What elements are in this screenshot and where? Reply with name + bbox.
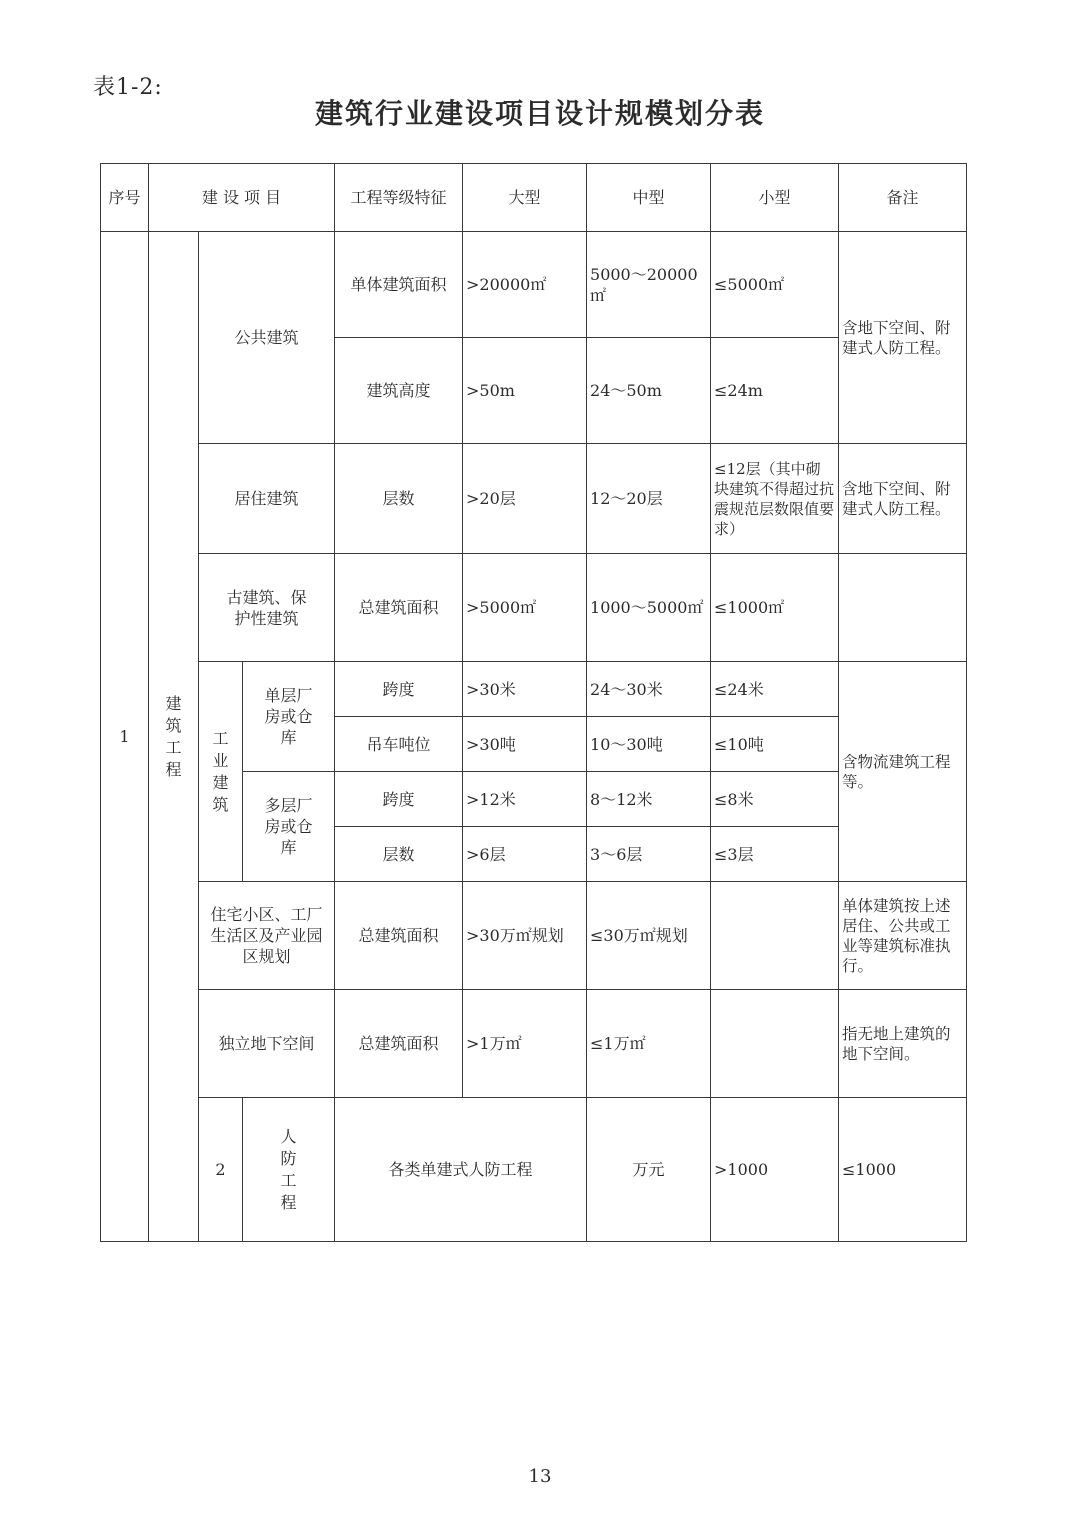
table-number-label: 表1-2: — [93, 75, 163, 100]
table-row — [101, 662, 967, 717]
subproject-single-storey: 单层厂房或仓库 — [243, 662, 335, 772]
note-cell: 含地下空间、附建式人防工程。 — [839, 444, 967, 554]
table-row — [101, 882, 967, 990]
seq-cell-2: 2 — [199, 1098, 243, 1242]
large-cell: >6层 — [463, 827, 587, 882]
project-industrial-building — [199, 662, 243, 882]
large-cell: >1万㎡ — [463, 990, 587, 1098]
large-cell: >1000 — [711, 1098, 839, 1242]
medium-cell: 5000～20000㎡ — [587, 232, 711, 338]
project-residential: 居住建筑 — [199, 444, 335, 554]
note-cell: 单体建筑按上述居住、公共或工业等建筑标准执行。 — [839, 882, 967, 990]
table-row — [101, 232, 967, 338]
medium-cell: ≤1万㎡ — [587, 990, 711, 1098]
large-cell: >30万㎡规划 — [463, 882, 587, 990]
small-cell: ≤12层（其中砌块建筑不得超过抗震规范层数限值要求） — [711, 444, 839, 554]
project-underground-space: 独立地下空间 — [199, 990, 335, 1098]
note-cell: 含地下空间、附建式人防工程。 — [839, 232, 967, 444]
table-row — [101, 1098, 967, 1242]
feature-cell: 吊车吨位 — [335, 717, 463, 772]
header-small: 小型 — [711, 164, 839, 232]
small-cell: ≤5000㎡ — [711, 232, 839, 338]
feature-cell: 总建筑面积 — [335, 990, 463, 1098]
note-cell — [839, 554, 967, 662]
feature-cell: 建筑高度 — [335, 338, 463, 444]
industrial-label: 工业建筑 — [212, 728, 229, 814]
large-cell: >5000㎡ — [463, 554, 587, 662]
medium-cell: ≤1000 — [839, 1098, 967, 1242]
feature-cell: 跨度 — [335, 772, 463, 827]
large-cell: >12米 — [463, 772, 587, 827]
small-cell — [711, 882, 839, 990]
project-civil-defense: 各类单建式人防工程 — [335, 1098, 587, 1242]
large-cell: >30米 — [463, 662, 587, 717]
project-public-building: 公共建筑 — [199, 232, 335, 444]
category-civil-defense — [243, 1098, 335, 1242]
small-cell: ≤24米 — [711, 662, 839, 717]
header-note: 备注 — [839, 164, 967, 232]
medium-cell: 10～30吨 — [587, 717, 711, 772]
page-number: 13 — [528, 1466, 552, 1487]
medium-cell: 12～20层 — [587, 444, 711, 554]
table-row — [101, 990, 967, 1098]
table-row — [101, 444, 967, 554]
feature-cell: 单体建筑面积 — [335, 232, 463, 338]
large-cell: >50m — [463, 338, 587, 444]
project-planning: 住宅小区、工厂生活区及产业园区规划 — [199, 882, 335, 990]
note-cell: 含物流建筑工程等。 — [839, 662, 967, 882]
feature-cell: 层数 — [335, 444, 463, 554]
feature-cell: 层数 — [335, 827, 463, 882]
medium-cell: 1000～5000㎡ — [587, 554, 711, 662]
category-building-engineering — [149, 232, 199, 1242]
feature-cell: 万元 — [587, 1098, 711, 1242]
feature-cell: 跨度 — [335, 662, 463, 717]
category-label: 建筑工程 — [165, 693, 182, 779]
header-project: 建 设 项 目 — [149, 164, 335, 232]
header-medium: 中型 — [587, 164, 711, 232]
category-label: 人防工程 — [280, 1126, 297, 1212]
medium-cell: 8～12米 — [587, 772, 711, 827]
header-seq: 序号 — [101, 164, 149, 232]
note-cell: 指无地上建筑的地下空间。 — [839, 990, 967, 1098]
medium-cell: ≤30万㎡规划 — [587, 882, 711, 990]
subproject-multi-storey: 多层厂房或仓库 — [243, 772, 335, 882]
feature-cell: 总建筑面积 — [335, 882, 463, 990]
medium-cell: 24～30米 — [587, 662, 711, 717]
large-cell: >30吨 — [463, 717, 587, 772]
large-cell: >20000㎡ — [463, 232, 587, 338]
project-ancient-building: 古建筑、保护性建筑 — [199, 554, 335, 662]
small-cell: ≤10吨 — [711, 717, 839, 772]
large-cell: >20层 — [463, 444, 587, 554]
header-feature: 工程等级特征 — [335, 164, 463, 232]
small-cell — [711, 990, 839, 1098]
document-title: 建筑行业建设项目设计规模划分表 — [314, 97, 765, 130]
header-large: 大型 — [463, 164, 587, 232]
table-header-row — [101, 164, 967, 232]
medium-cell: 24～50m — [587, 338, 711, 444]
feature-cell: 总建筑面积 — [335, 554, 463, 662]
small-cell: ≤24m — [711, 338, 839, 444]
table-row — [101, 554, 967, 662]
medium-cell: 3～6层 — [587, 827, 711, 882]
small-cell: ≤3层 — [711, 827, 839, 882]
small-cell: ≤1000㎡ — [711, 554, 839, 662]
seq-cell-1: 1 — [101, 232, 149, 1242]
small-cell: ≤8米 — [711, 772, 839, 827]
design-scale-table — [100, 163, 967, 1242]
